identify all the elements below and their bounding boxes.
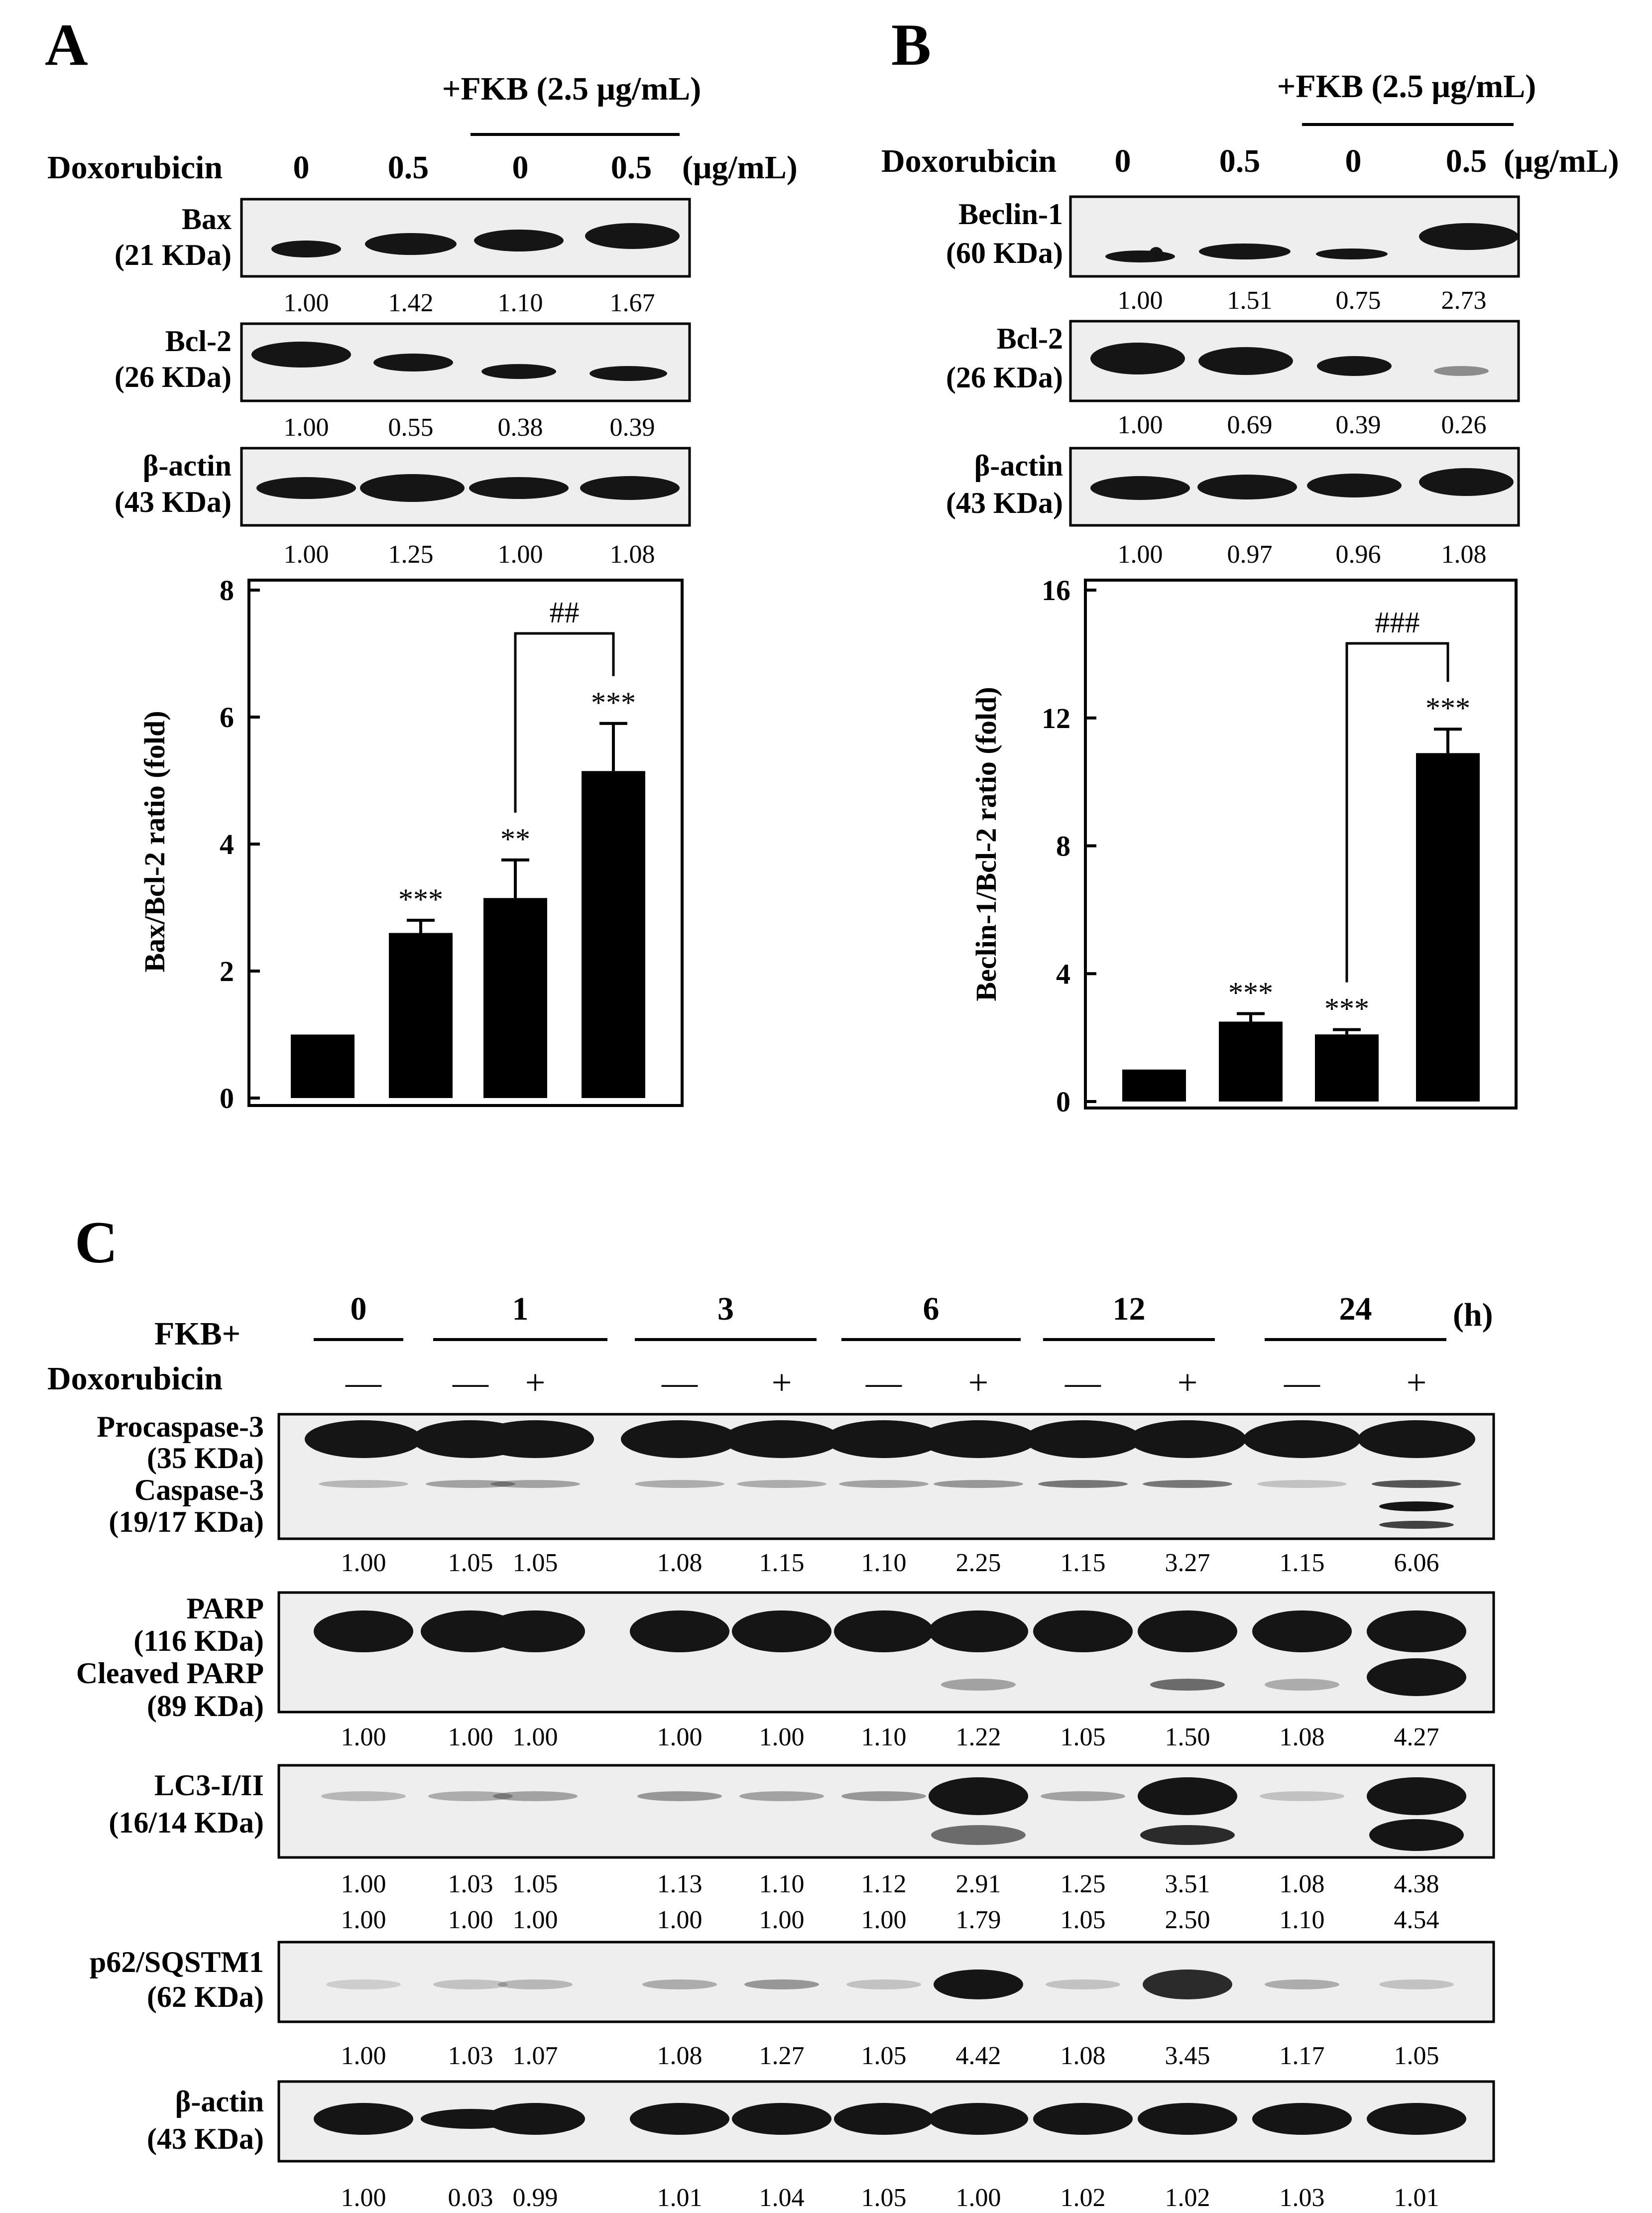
band xyxy=(1367,1658,1466,1696)
blot-label: (89 KDa) xyxy=(147,1690,264,1722)
band xyxy=(1038,1480,1128,1488)
quant-value: 1.00 xyxy=(759,1723,805,1751)
quant-value: 0.69 xyxy=(1227,411,1273,439)
quant-value: 1.42 xyxy=(388,289,434,317)
band xyxy=(637,1791,722,1801)
quant-value: 1.17 xyxy=(1279,2042,1325,2070)
quant-value: 1.00 xyxy=(512,1906,558,1934)
band xyxy=(1379,1979,1454,1989)
quant-value: 1.03 xyxy=(448,1870,493,1898)
quant-value: 3.27 xyxy=(1165,1549,1210,1577)
blot-kda: (26 KDa) xyxy=(115,361,232,393)
blot-label: β-actin xyxy=(974,449,1063,482)
y-axis-label: Bax/Bcl-2 ratio (fold) xyxy=(138,711,171,973)
quant-value: 1.50 xyxy=(1165,1723,1210,1751)
band xyxy=(1129,1420,1246,1458)
band xyxy=(737,1480,826,1488)
y-tick-label: 12 xyxy=(1042,702,1070,735)
band xyxy=(1198,347,1293,375)
y-tick-label: 8 xyxy=(1056,830,1070,862)
band xyxy=(929,1610,1028,1652)
blot-label: (62 KDa) xyxy=(147,1980,264,2013)
quant-value: 1.00 xyxy=(861,1906,907,1934)
panel-c-treatment-label: Doxorubicin xyxy=(47,1360,223,1397)
band xyxy=(941,1679,1016,1691)
band xyxy=(846,1979,921,1989)
blot-label: Bcl-2 xyxy=(165,325,232,358)
quant-value: 1.00 xyxy=(1117,286,1163,315)
panel-b-bar-chart xyxy=(970,574,1516,1118)
quant-value: 1.00 xyxy=(341,1906,386,1934)
panel-b-treatment-label: Doxorubicin xyxy=(881,143,1057,179)
quant-value: 1.03 xyxy=(1279,2184,1325,2212)
quant-value: 1.22 xyxy=(955,1723,1001,1751)
band xyxy=(739,1791,824,1801)
quant-value: 1.05 xyxy=(861,2184,907,2212)
band xyxy=(1379,1501,1454,1511)
quant-value: 0.39 xyxy=(1335,411,1381,439)
bar xyxy=(291,1035,354,1099)
band xyxy=(834,1610,934,1652)
significance-marker: *** xyxy=(1324,992,1369,1025)
time-point-label: 24 xyxy=(1339,1291,1372,1327)
doxorubicin-sign: + xyxy=(968,1362,989,1402)
band xyxy=(1434,366,1489,376)
band xyxy=(493,1791,578,1801)
quant-value: 1.00 xyxy=(448,1906,493,1934)
band xyxy=(326,1979,401,1989)
panel-b-blot-bcl2 xyxy=(946,321,1519,439)
quant-value: 1.05 xyxy=(512,1870,558,1898)
band xyxy=(485,2103,585,2135)
significance-marker: *** xyxy=(1228,976,1273,1009)
quant-value: 1.00 xyxy=(759,1906,805,1934)
band xyxy=(1369,1819,1464,1851)
y-tick-label: 16 xyxy=(1042,574,1070,607)
blot-kda: (60 KDa) xyxy=(946,237,1063,269)
significance-marker: *** xyxy=(398,883,443,916)
panel-c xyxy=(47,1209,1494,2212)
quant-value: 1.05 xyxy=(448,1549,493,1577)
band xyxy=(1243,1420,1361,1458)
bar xyxy=(1416,753,1480,1102)
quant-value: 1.02 xyxy=(1060,2184,1106,2212)
quant-value: 4.54 xyxy=(1394,1906,1439,1934)
bracket-label: ### xyxy=(1375,606,1420,639)
panel-b-dose-2: 0.5 xyxy=(1219,143,1261,179)
time-point-label: 1 xyxy=(512,1291,529,1327)
panel-a-blot-actin xyxy=(115,448,690,569)
band xyxy=(481,364,556,379)
blot-label: p62/SQSTM1 xyxy=(89,1946,264,1978)
panel-b-dose-1: 0 xyxy=(1114,143,1131,179)
quant-value: 4.42 xyxy=(955,2042,1001,2070)
band xyxy=(732,1610,831,1652)
quant-value: 1.08 xyxy=(1279,1723,1325,1751)
band xyxy=(485,1610,585,1652)
band xyxy=(319,1480,408,1488)
quant-value: 1.05 xyxy=(512,1549,558,1577)
quant-value: 1.13 xyxy=(657,1870,703,1898)
band xyxy=(1367,1610,1466,1652)
quant-value: 3.51 xyxy=(1165,1870,1210,1898)
band xyxy=(1090,476,1190,500)
band xyxy=(490,1480,580,1488)
quant-value: 1.08 xyxy=(1279,1870,1325,1898)
quant-value: 2.73 xyxy=(1441,286,1487,315)
y-tick-label: 0 xyxy=(220,1082,234,1114)
panel-c-letter: C xyxy=(75,1209,118,1275)
quant-value: 4.38 xyxy=(1394,1870,1439,1898)
y-tick-label: 8 xyxy=(220,574,234,607)
blot-label: Cleaved PARP xyxy=(76,1657,264,1690)
band xyxy=(1316,248,1388,259)
quant-value: 1.10 xyxy=(861,1549,907,1577)
time-groups xyxy=(314,1291,1446,1340)
blot-kda: (26 KDa) xyxy=(946,361,1063,394)
panel-c-blot xyxy=(76,1592,1494,1751)
quant-value: 0.38 xyxy=(497,413,543,442)
band xyxy=(1367,1777,1466,1815)
band xyxy=(1105,250,1175,262)
blot-kda: (43 KDa) xyxy=(115,486,232,518)
panel-c-blot xyxy=(97,1410,1494,1577)
quant-value: 1.51 xyxy=(1227,286,1273,315)
quant-value: 1.25 xyxy=(388,540,434,569)
band xyxy=(1143,1969,1232,1999)
time-point-label: 3 xyxy=(717,1291,734,1327)
band xyxy=(1041,1791,1125,1801)
band xyxy=(360,474,465,502)
panel-c-fkb-label: FKB+ xyxy=(154,1316,241,1352)
quant-value: 1.27 xyxy=(759,2042,805,2070)
quant-value: 1.00 xyxy=(341,1870,386,1898)
band xyxy=(1090,343,1185,374)
band xyxy=(321,1791,406,1801)
band xyxy=(920,1420,1037,1458)
band xyxy=(1260,1791,1344,1801)
panel-b-dose-4: 0.5 xyxy=(1445,143,1487,179)
quant-value: 1.79 xyxy=(955,1906,1001,1934)
bar xyxy=(1315,1034,1379,1102)
quant-value: 4.27 xyxy=(1394,1723,1439,1751)
y-tick-label: 0 xyxy=(1056,1086,1070,1118)
panel-a-bar-chart xyxy=(138,574,682,1114)
quant-value: 1.00 xyxy=(283,540,329,569)
blot-label: Bax xyxy=(181,203,232,236)
panel-c-time-unit: (h) xyxy=(1453,1297,1493,1333)
band xyxy=(723,1420,840,1458)
quant-value: 1.05 xyxy=(1394,2042,1439,2070)
quant-value: 1.25 xyxy=(1060,1870,1106,1898)
panel-b xyxy=(881,11,1619,1118)
band xyxy=(1252,2103,1352,2135)
quant-value: 2.91 xyxy=(955,1870,1001,1898)
significance-marker: *** xyxy=(591,686,636,719)
band xyxy=(1358,1420,1475,1458)
quant-value: 1.05 xyxy=(1060,1906,1106,1934)
band xyxy=(305,1420,422,1458)
panel-b-blot-beclin1 xyxy=(946,197,1519,315)
bar xyxy=(582,771,645,1098)
band xyxy=(929,2103,1028,2135)
quant-value: 1.01 xyxy=(657,2184,703,2212)
band xyxy=(642,1979,717,1989)
band xyxy=(474,230,564,251)
doxorubicin-sign: + xyxy=(771,1362,792,1402)
band xyxy=(1138,1610,1237,1652)
band xyxy=(1033,2103,1133,2135)
band xyxy=(834,2103,934,2135)
panel-a xyxy=(45,11,798,1114)
band xyxy=(1197,475,1297,499)
panel-a-dose-4: 0.5 xyxy=(610,149,652,186)
panel-a-fkb-label: +FKB (2.5 μg/mL) xyxy=(442,71,702,107)
doxorubicin-signs xyxy=(345,1362,1426,1402)
band xyxy=(590,366,667,381)
doxorubicin-sign: + xyxy=(1406,1362,1427,1402)
blot-frame xyxy=(279,1593,1494,1712)
band xyxy=(744,1979,819,1989)
quant-value: 1.00 xyxy=(283,289,329,317)
quant-value: 1.10 xyxy=(861,1723,907,1751)
band xyxy=(498,1979,573,1989)
quant-value: 1.05 xyxy=(861,2042,907,2070)
bar xyxy=(483,898,547,1098)
band xyxy=(1257,1480,1347,1488)
band xyxy=(929,1777,1028,1815)
doxorubicin-sign: — xyxy=(453,1362,488,1402)
quant-value: 1.02 xyxy=(1165,2184,1210,2212)
blot-label: (16/14 KDa) xyxy=(109,1806,264,1839)
band xyxy=(1024,1420,1142,1458)
band xyxy=(469,477,569,499)
panel-a-letter: A xyxy=(45,11,88,78)
quant-value: 1.00 xyxy=(512,1723,558,1751)
significance-marker: *** xyxy=(1425,692,1470,725)
band xyxy=(621,1420,738,1458)
blot-label: (35 KDa) xyxy=(147,1442,264,1475)
band xyxy=(585,223,680,249)
time-point-label: 6 xyxy=(923,1291,940,1327)
blot-kda: (43 KDa) xyxy=(946,487,1063,519)
blot-label: Caspase-3 xyxy=(134,1474,264,1506)
panel-c-blot xyxy=(147,2082,1494,2212)
quant-value: 1.04 xyxy=(759,2184,805,2212)
band xyxy=(251,342,351,368)
quant-value: 0.39 xyxy=(609,413,655,442)
quant-value: 1.67 xyxy=(609,289,655,317)
blot-label: LC3-I/II xyxy=(154,1769,264,1802)
band xyxy=(732,2103,831,2135)
quant-value: 1.15 xyxy=(1279,1549,1325,1577)
band xyxy=(839,1480,929,1488)
band xyxy=(1367,2103,1466,2135)
blot-label: (43 KDa) xyxy=(147,2122,264,2155)
band xyxy=(1265,1679,1339,1691)
band xyxy=(373,354,453,371)
panel-b-dose-3: 0 xyxy=(1345,143,1362,179)
panel-c-blot xyxy=(90,1942,1494,2070)
band xyxy=(314,2103,413,2135)
panel-c-blot xyxy=(109,1765,1494,1934)
band xyxy=(1140,1825,1235,1845)
panel-a-dose-1: 0 xyxy=(293,149,310,186)
blot-label: Beclin-1 xyxy=(958,198,1063,231)
quant-value: 1.01 xyxy=(1394,2184,1439,2212)
quant-value: 1.08 xyxy=(657,1549,703,1577)
quant-value: 1.10 xyxy=(497,289,543,317)
band xyxy=(1033,1610,1133,1652)
doxorubicin-sign: — xyxy=(662,1362,698,1402)
band xyxy=(1419,223,1519,250)
panel-a-blot-bcl2 xyxy=(115,324,690,442)
doxorubicin-sign: + xyxy=(1177,1362,1198,1402)
quant-value: 1.15 xyxy=(1060,1549,1106,1577)
quant-value: 1.07 xyxy=(512,2042,558,2070)
quant-value: 2.25 xyxy=(955,1549,1001,1577)
blot-label: β-actin xyxy=(175,2085,264,2118)
quant-value: 0.96 xyxy=(1335,540,1381,569)
quant-value: 1.15 xyxy=(759,1549,805,1577)
panel-b-letter: B xyxy=(891,11,932,78)
quant-value: 1.00 xyxy=(341,1549,386,1577)
band xyxy=(1138,2103,1237,2135)
doxorubicin-sign: — xyxy=(1065,1362,1101,1402)
panel-a-dose-2: 0.5 xyxy=(387,149,429,186)
band xyxy=(1143,1480,1232,1488)
quant-value: 1.00 xyxy=(341,2042,386,2070)
quant-value: 1.12 xyxy=(861,1870,907,1898)
band xyxy=(1379,1521,1454,1529)
band xyxy=(476,1420,594,1458)
quant-value: 1.00 xyxy=(341,2184,386,2212)
y-tick-label: 6 xyxy=(220,701,234,734)
time-point-label: 12 xyxy=(1112,1291,1146,1327)
band xyxy=(433,1979,508,1989)
y-tick-label: 2 xyxy=(220,955,234,987)
quant-value: 6.06 xyxy=(1394,1549,1439,1577)
quant-value: 2.50 xyxy=(1165,1906,1210,1934)
quant-value: 1.03 xyxy=(448,2042,493,2070)
blot-label: (19/17 KDa) xyxy=(109,1505,264,1538)
panel-b-fkb-label: +FKB (2.5 μg/mL) xyxy=(1277,68,1536,105)
quant-value: 1.05 xyxy=(1060,1723,1106,1751)
doxorubicin-sign: + xyxy=(525,1362,546,1402)
quant-value: 1.10 xyxy=(1279,1906,1325,1934)
y-tick-label: 4 xyxy=(220,828,234,861)
time-point-label: 0 xyxy=(350,1291,367,1327)
y-tick-label: 4 xyxy=(1056,958,1070,990)
band xyxy=(934,1480,1023,1488)
band xyxy=(1307,474,1402,497)
band xyxy=(931,1825,1026,1845)
quant-value: 0.75 xyxy=(1335,286,1381,315)
blot-kda: (21 KDa) xyxy=(115,239,232,271)
quant-value: 0.03 xyxy=(448,2184,493,2212)
quant-value: 1.00 xyxy=(657,1723,703,1751)
panel-a-dose-3: 0 xyxy=(512,149,529,186)
panel-c-blots xyxy=(76,1410,1494,2212)
bar xyxy=(1122,1070,1186,1102)
band xyxy=(630,1610,729,1652)
panel-b-blot-actin xyxy=(946,448,1519,569)
band xyxy=(1199,244,1291,259)
quant-value: 1.00 xyxy=(657,1906,703,1934)
band xyxy=(1317,356,1392,376)
quant-value: 0.55 xyxy=(388,413,434,442)
bar xyxy=(389,933,453,1099)
band xyxy=(271,241,341,257)
band xyxy=(580,476,680,500)
band xyxy=(1138,1777,1237,1815)
y-axis-label: Beclin-1/Bcl-2 ratio (fold) xyxy=(970,687,1002,1001)
band xyxy=(1265,1979,1339,1989)
band xyxy=(1372,1480,1461,1488)
blot-label: (116 KDa) xyxy=(133,1624,264,1657)
quant-value: 1.00 xyxy=(448,1723,493,1751)
band xyxy=(934,1969,1023,1999)
quant-value: 1.08 xyxy=(609,540,655,569)
blot-frame xyxy=(279,1765,1494,1857)
quant-value: 3.45 xyxy=(1165,2042,1210,2070)
quant-value: 0.97 xyxy=(1227,540,1273,569)
band xyxy=(1419,468,1514,496)
panel-a-unit: (μg/mL) xyxy=(682,149,798,186)
quant-value: 0.99 xyxy=(512,2184,558,2212)
band xyxy=(635,1480,724,1488)
panel-a-blot-bax xyxy=(115,199,690,317)
band xyxy=(841,1791,926,1801)
blot-label: Bcl-2 xyxy=(996,322,1063,355)
doxorubicin-sign: — xyxy=(1284,1362,1320,1402)
panel-a-treatment-label: Doxorubicin xyxy=(47,149,223,186)
quant-value: 1.00 xyxy=(283,413,329,442)
quant-value: 1.00 xyxy=(1117,540,1163,569)
doxorubicin-sign: — xyxy=(866,1362,902,1402)
quant-value: 0.26 xyxy=(1441,411,1487,439)
quant-value: 1.08 xyxy=(1060,2042,1106,2070)
doxorubicin-sign: — xyxy=(346,1362,381,1402)
significance-marker: ** xyxy=(500,822,530,856)
band xyxy=(365,233,457,255)
band xyxy=(1252,1610,1352,1652)
quant-value: 1.10 xyxy=(759,1870,805,1898)
band xyxy=(1046,1979,1120,1989)
blot-label: Procaspase-3 xyxy=(97,1410,264,1443)
quant-value: 1.00 xyxy=(955,2184,1001,2212)
blot-label: PARP xyxy=(186,1592,264,1625)
band xyxy=(256,477,356,499)
quant-value: 1.00 xyxy=(497,540,543,569)
band xyxy=(630,2103,729,2135)
bar xyxy=(1219,1022,1283,1102)
quant-value: 1.00 xyxy=(341,1723,386,1751)
band xyxy=(314,1610,413,1652)
band xyxy=(1149,247,1163,261)
blot-label: β-actin xyxy=(142,449,232,482)
bracket-label: ## xyxy=(549,596,580,629)
quant-value: 1.08 xyxy=(1441,540,1487,569)
panel-b-unit: (μg/mL) xyxy=(1504,143,1619,179)
band xyxy=(1150,1679,1225,1691)
quant-value: 1.08 xyxy=(657,2042,703,2070)
quant-value: 1.00 xyxy=(1117,411,1163,439)
